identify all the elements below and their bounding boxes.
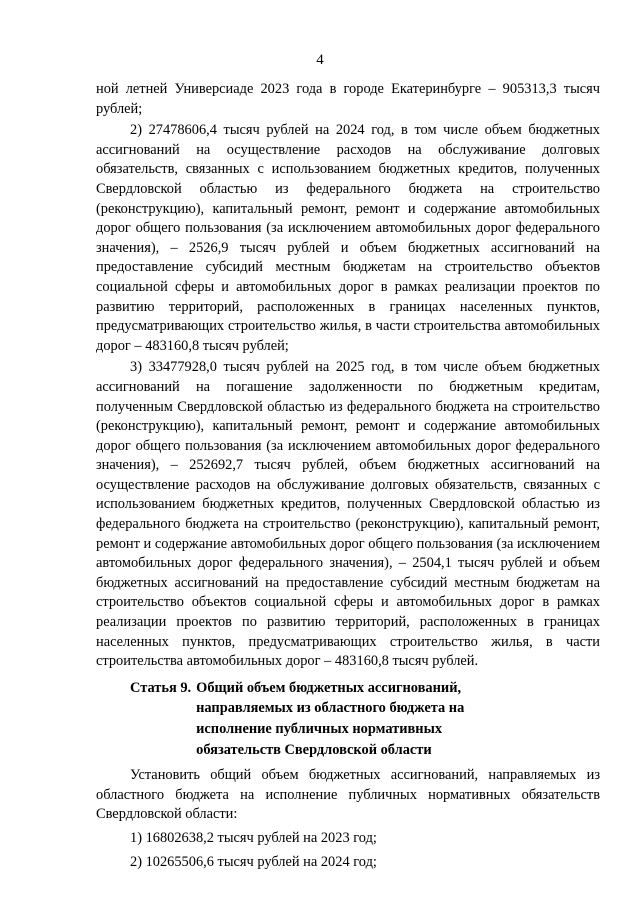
document-body [96, 80, 600, 872]
article-number: Статья 9. [130, 679, 192, 696]
paragraph-item-3: 3) 33477928,0 тысяч рублей на 2025 год, в том числе объем бюджетных ассигнований на погашение задолженности по бюджетным кредитам, полученным Свердловской областью из федерального бюджета на строительство (реконструкцию), капитальный ремонт, ремонт и содержание автомобильных дорог общего пользования (за исключением автомобильных дорог федерального значения), – 252692,7 тысяч рублей, объем бюджетных ассигнований на осуществление расходов на обслуживание долговых обязательств, связанных с использованием бюджетных кредитов, полученных Свердловской областью из федерального бюджета на строительство (реконструкцию), капитальный ремонт, ремонт и содержание автомобильных дорог общего пользования (за исключением автомобильных дорог федерального значения), – 2504,1 тысяч рублей и объем бюджетных ассигнований на предоставление субсидий местным бюджетам на строительство объектов социальной сферы и автомобильных дорог в рамках реализации проектов по развитию территорий, расположенных в границах населенных пунктов, предусматривающих строительство жилья, в части строительства автомобильных дорог – 483160,8 тысяч рублей. [96, 359, 600, 670]
paragraph-item-2: 2) 27478606,4 тысяч рублей на 2024 год, в том числе объем бюджетных ассигнований на осуществление расходов на обслуживание долговых обязательств, связанных с использованием бюджетных кредитов, полученных Свердловской областью из федерального бюджета на строительство (реконструкцию), капитальный ремонт, ремонт и содержание автомобильных дорог общего пользования (за исключением автомобильных дорог федерального значения), – 2526,9 тысяч рублей и объем бюджетных ассигнований на предоставление субсидий местным бюджетам на строительство объектов социальной сферы и автомобильных дорог в рамках реализации проектов по развитию территорий, расположенных в границах населенных пунктов, предусматривающих строительство жилья, в части строительства автомобильных дорог – 483160,8 тысяч рублей; [96, 122, 600, 354]
article-heading [96, 678, 600, 760]
list-item: 1) 16802638,2 тысяч рублей на 2023 год; [130, 829, 377, 846]
article-title: Общий объем бюджетных ассигнований, направляемых из областного бюджета на исполнение публичных нормативных обязательств Свердловской области [196, 679, 465, 758]
article-text: Установить общий объем бюджетных ассигнований, направляемых из областного бюджета на исполнение публичных нормативных обязательств Свердловской области: [96, 767, 600, 823]
page-number: 4 [316, 52, 324, 68]
paragraph-continuation: ной летней Универсиаде 2023 года в городе Екатеринбурге – 905313,3 тысяч рублей; [96, 81, 600, 117]
list-item: 2) 10265506,6 тысяч рублей на 2024 год; [130, 853, 377, 870]
